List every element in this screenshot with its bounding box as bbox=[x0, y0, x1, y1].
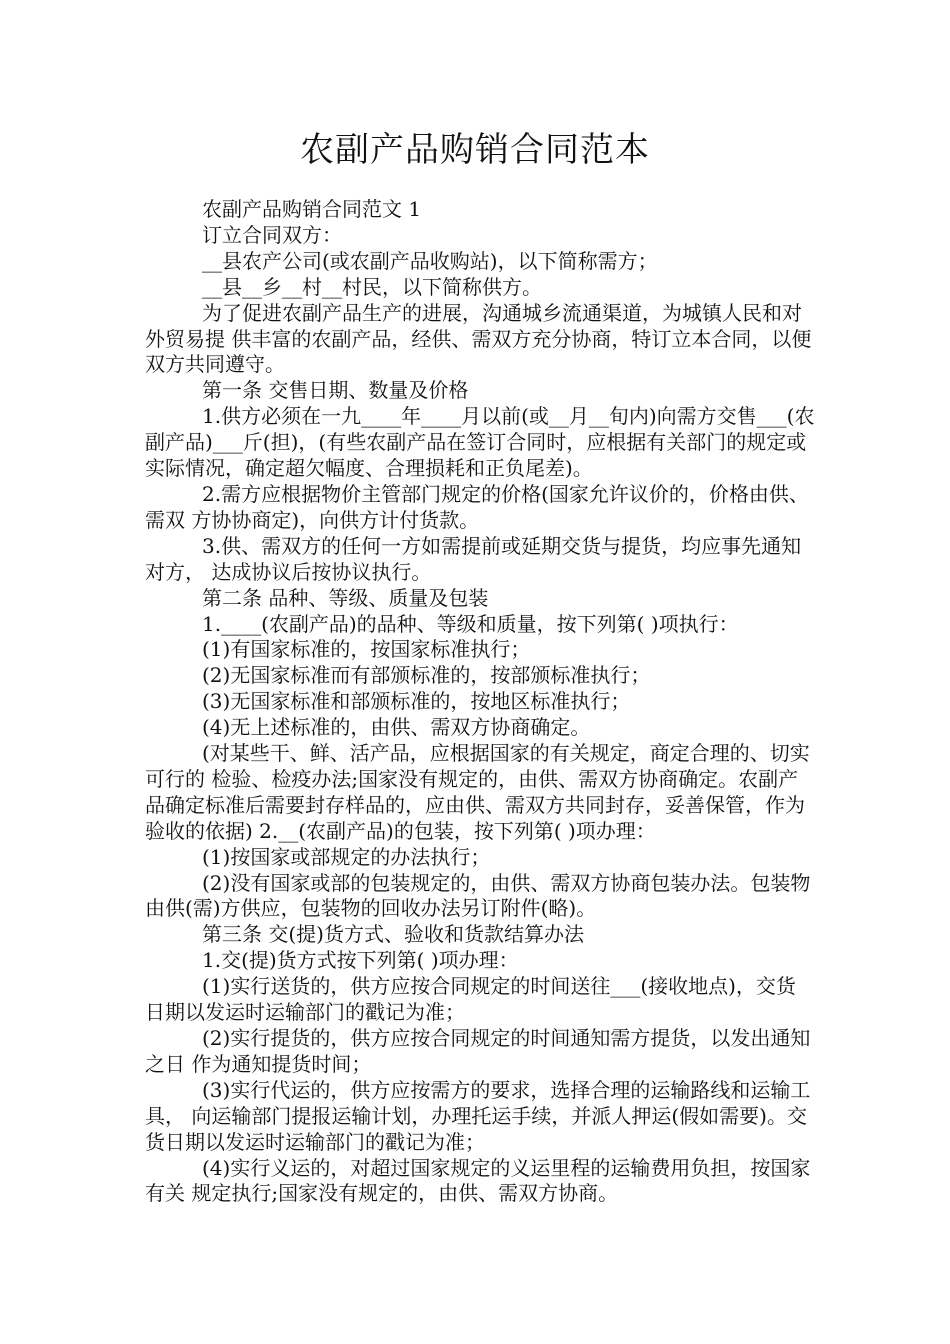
paragraph: (对某些干、鲜、活产品，应根据国家的有关规定，商定合理的、切实可行的 检验、检疫办法;国家没有规定的，由供、需双方协商确定。农副产品确定标准后需要封存样品的，应由供、需双方共同封存，妥善保管，作为验收的依据) 2.__(农副产品)的包装，按下列第( )项办理： bbox=[145, 741, 810, 843]
paragraph: 1.供方必须在一九____年____月以前(或__月__旬内)向需方交售___(农副产品)___斤(担)，(有些农副产品在签订合同时，应根据有关部门的规定或实际情况，确定超欠幅度、合理损耗和正负尾差)。 bbox=[145, 404, 815, 481]
paragraph: 订立合同双方： bbox=[202, 222, 342, 247]
paragraph: (3)实行代运的，供方应按需方的要求，选择合理的运输路线和运输工具， 向运输部门提报运输计划，办理托运手续，并派人押运(假如需要)。交货日期以发运时运输部门的戳记为准； bbox=[145, 1077, 811, 1154]
paragraph: 为了促进农副产品生产的进展，沟通城乡流通渠道，为城镇人民和对外贸易提 供丰富的农副产品，经供、需双方充分协商，特订立本合同，以便双方共同遵守。 bbox=[145, 300, 812, 377]
paragraph: __县__乡__村__村民，以下简称供方。 bbox=[202, 274, 542, 299]
paragraph: 1.____(农副产品)的品种、等级和质量，按下列第( )项执行： bbox=[202, 611, 739, 636]
paragraph: (2)没有国家或部的包装规定的，由供、需双方协商包装办法。包装物由供(需)方供应，包装物的回收办法另订附件(略)。 bbox=[145, 870, 811, 921]
paragraph: (2)实行提货的，供方应按合同规定的时间通知需方提货，以发出通知之日 作为通知提货时间； bbox=[145, 1026, 811, 1076]
paragraph: (1)有国家标准的，按国家标准执行； bbox=[202, 637, 531, 662]
section-heading: 第一条 交售日期、数量及价格 bbox=[202, 378, 469, 403]
document-body bbox=[145, 197, 815, 1207]
section-heading: 第二条 品种、等级、质量及包装 bbox=[202, 585, 489, 610]
paragraph: (4)实行义运的，对超过国家规定的义运里程的运输费用负担，按国家有关 规定执行;国家没有规定的，由供、需双方协商。 bbox=[145, 1155, 811, 1206]
paragraph: 2.需方应根据物价主管部门规定的价格(国家允许议价的，价格由供、需双 方协协商定)，向供方计付货款。 bbox=[145, 481, 809, 532]
paragraph: (1)实行送货的，供方应按合同规定的时间送往___(接收地点)，交货 日期以发运时运输部门的戳记为准； bbox=[145, 974, 796, 1025]
paragraph: (1)按国家或部规定的办法执行； bbox=[202, 844, 491, 869]
paragraph: (3)无国家标准和部颁标准的，按地区标准执行； bbox=[202, 689, 631, 714]
paragraph: 3.供、需双方的任何一方如需提前或延期交货与提货，均应事先通知对方， 达成协议后按协议执行。 bbox=[145, 533, 802, 584]
paragraph: __县农产公司(或农副产品收购站)，以下简称需方； bbox=[202, 248, 658, 273]
document-title: 农副产品购销合同范本 bbox=[300, 130, 650, 170]
paragraph: (4)无上述标准的，由供、需双方协商确定。 bbox=[202, 715, 591, 740]
section-heading: 第三条 交(提)货方式、验收和货款结算办法 bbox=[202, 922, 584, 947]
paragraph: 农副产品购销合同范文 1 bbox=[202, 197, 422, 221]
paragraph: (2)无国家标准而有部颁标准的，按部颁标准执行； bbox=[202, 663, 651, 688]
paragraph: 1.交(提)货方式按下列第( )项办理： bbox=[202, 948, 519, 973]
